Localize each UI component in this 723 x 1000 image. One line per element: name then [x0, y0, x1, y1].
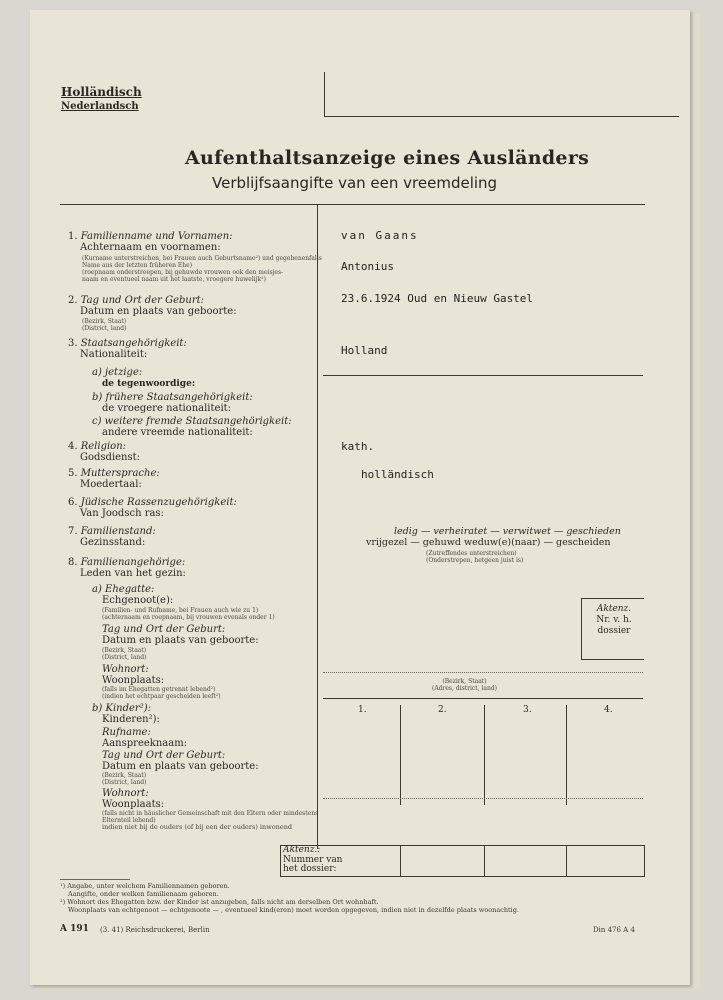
field-8b-residence-note: (falls nicht in häuslicher Gemeinschaft mit den Eltern oder mindestens Elternteil lebend) indien niet bij de ouders (of bij een der ouders) inwonend	[102, 810, 319, 831]
language-nl: Nederlandsch	[61, 101, 139, 112]
title-nl: Verblijfsaangifte van een vreemdeling	[212, 174, 498, 192]
din-code: Din 476 A 4	[593, 926, 635, 934]
file-number-label: Aktenz. Nr. v. h. dossier	[596, 604, 632, 636]
child-col-2: 2.	[438, 705, 447, 715]
field-2-note: (Bezirk, Staat) (District, land)	[82, 318, 127, 332]
children-col-divider-1	[400, 705, 401, 805]
children-dotted-line	[323, 798, 643, 799]
title-de: Aufenthaltsanzeige eines Ausländers	[185, 147, 590, 169]
children-col-divider-2	[484, 705, 485, 805]
dossier-label: Aktenz.: Nummer van het dossier:	[283, 845, 343, 874]
dossier-col-1	[400, 845, 401, 876]
field-8a-residence-label: Wohnort: Woonplaats:	[102, 664, 165, 686]
value-nationality: Holland	[341, 344, 388, 357]
nationality-rule	[323, 375, 643, 376]
field-8a-note: (Familien- und Rufname, bei Frauen auch wie zu 1) (achternaam en roepnaam, bij vrouwen evenals onder 1)	[102, 607, 275, 621]
footnote-rule	[60, 879, 130, 880]
marital-note: (Zutreffendes unterstreichen) (Onderstrepen, hetgeen juist is)	[426, 550, 524, 564]
field-3b-label: b) frühere Staatsangehörigkeit: de vroegere nationaliteit:	[92, 392, 253, 414]
field-1-label: 1. Familienname und Vornamen: Achternaam en voornamen:	[68, 231, 233, 253]
field-8b-birth-note: (Bezirk, Staat) (District, land)	[102, 772, 147, 786]
dossier-col-2	[484, 845, 485, 876]
value-surname: van Gaans	[341, 229, 419, 242]
field-8a-birth-note: (Bezirk, Staat) (District, land)	[102, 647, 147, 661]
child-col-3: 3.	[523, 705, 532, 715]
spouse-region-note: (Bezirk, Staat) (Adres, district, land)	[432, 678, 497, 692]
header-rule	[60, 204, 645, 205]
stamp-box-bottom	[324, 116, 679, 117]
field-3-label: 3. Staatsangehörigkeit: Nationaliteit:	[68, 338, 187, 360]
form-number: A 191	[60, 924, 89, 934]
field-3a-label: a) jetzige: de tegenwoordige:	[92, 367, 196, 389]
spouse-dotted-line	[323, 672, 643, 673]
field-8-label: 8. Familienangehörige: Leden van het gezin:	[68, 557, 186, 579]
children-col-divider-3	[566, 705, 567, 805]
value-birth: 23.6.1924 Oud en Nieuw Gastel	[341, 292, 534, 305]
field-1-note: (Kurname unterstreichen, bei Frauen auch Geburtsname²) und gegebenenfalls Name aus der letzten früheren Ehe) (roepnaam onderstreepen, bij gehuwde vrouwen ook den meisjes- naam en eventueel naam uit het laatste, vroegere huwelijk²)	[82, 255, 322, 283]
child-col-1: 1.	[358, 705, 367, 715]
field-8b-callname-label: Rufname: Aanspreeknaam:	[102, 727, 188, 749]
field-8a-birth-label: Tag und Ort der Geburt: Datum en plaats van geboorte:	[102, 624, 259, 646]
field-6-label: 6. Jüdische Rassenzugehörigkeit: Van Joodsch ras:	[68, 497, 237, 519]
field-8a-residence-note: (falls im Ehegatten getrennt lebend²) (indien het echtpaar gescheiden leeft²)	[102, 686, 221, 700]
field-8b-birth-label: Tag und Ort der Geburt: Datum en plaats van geboorte:	[102, 750, 259, 772]
footnotes: ¹) Angabe, unter welchem Familiennamen geboren. Aangifte, onder welken familienaam geboren. ²) Wohnort des Ehegatten bzw. der Kinder ist anzugeben, falls nicht am derselben Ort wohnhaft. Woonplaats van echtgenoot — echtgenoote — , eventueel kind(eren) moet worden opgegeven, indien niet in dezelfde plaats woonachtig.	[60, 882, 519, 914]
dossier-col-3	[566, 845, 567, 876]
printer-imprint: (3. 41) Reichsdruckerei, Berlin	[100, 926, 210, 934]
field-2-label: 2. Tag und Ort der Geburt: Datum en plaats van geboorte:	[68, 295, 237, 317]
field-8a-label: a) Ehegatte: Echgenoot(e):	[92, 584, 174, 606]
field-3c-label: c) weitere fremde Staatsangehörigkeit: andere vreemde nationaliteit:	[92, 416, 292, 438]
children-top-rule	[323, 698, 643, 699]
column-divider	[317, 204, 318, 849]
field-8b-label: b) Kinder²): Kinderen²):	[92, 703, 160, 725]
field-7-label: 7. Familienstand: Gezinsstand:	[68, 526, 156, 548]
value-firstnames: Antonius	[341, 260, 394, 273]
form-sheet	[30, 10, 690, 985]
child-col-4: 4.	[604, 705, 613, 715]
marital-options: ledig — verheiratet — verwitwet — geschieden vrijgezel — gehuwd weduw(e)(naar) — gescheiden	[366, 526, 621, 548]
field-4-label: 4. Religion: Godsdienst:	[68, 441, 141, 463]
field-8b-residence-label: Wohnort: Woonplaats:	[102, 788, 165, 810]
field-5-label: 5. Muttersprache: Moedertaal:	[68, 468, 160, 490]
value-religion: kath.	[341, 440, 375, 453]
value-mother-tongue: holländisch	[361, 468, 434, 481]
stamp-box-left	[324, 72, 325, 116]
language-de: Holländisch	[61, 85, 142, 99]
